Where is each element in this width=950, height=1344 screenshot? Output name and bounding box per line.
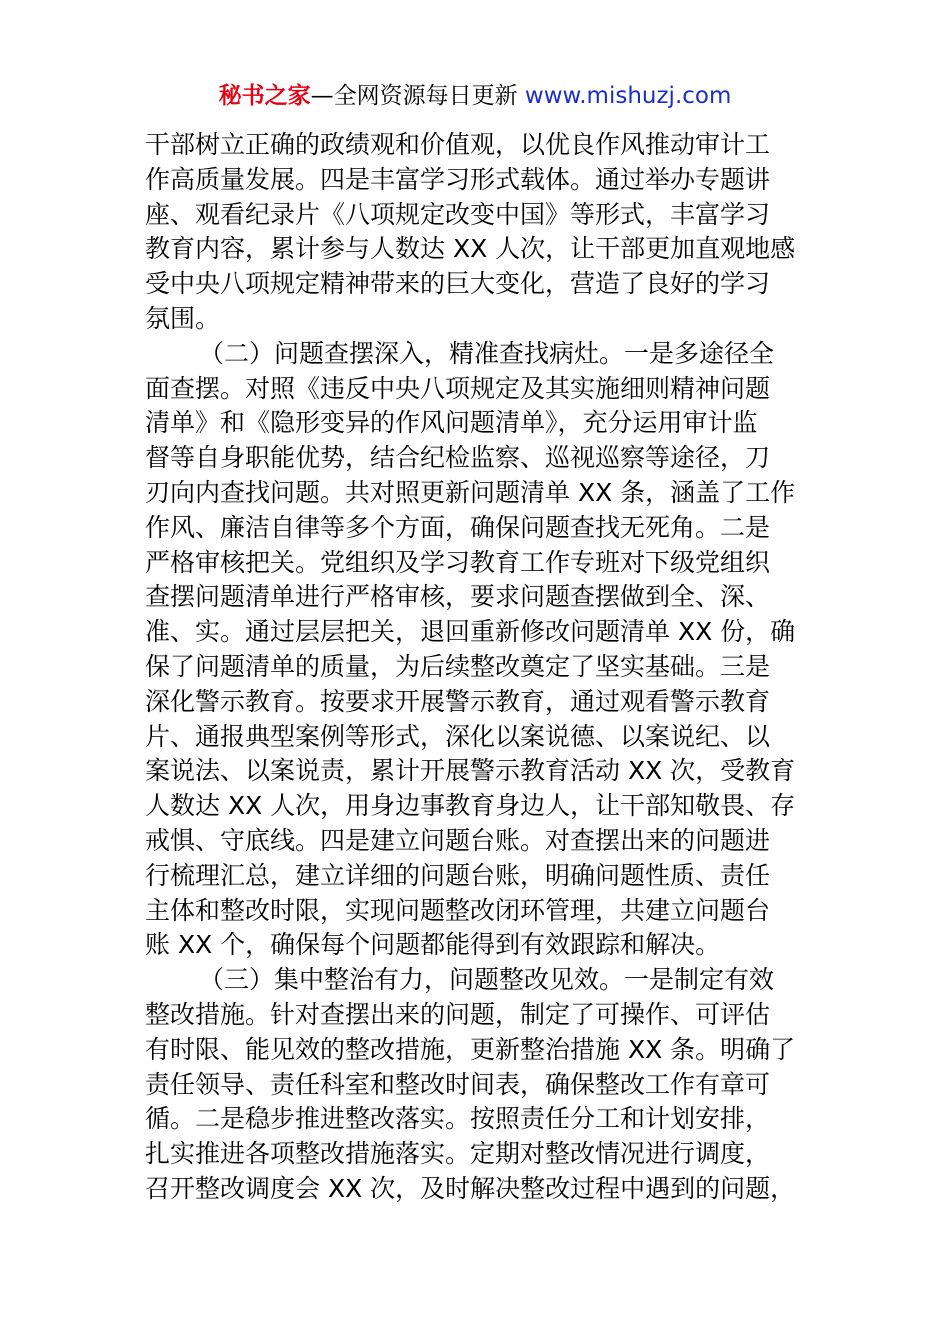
text-line: 保了问题清单的质量，为后续整改奠定了坚实基础。三是 bbox=[145, 651, 771, 681]
text-line: 刃向内查找问题。共对照更新问题清单 XX 条，涵盖了工作 bbox=[145, 477, 796, 507]
text-line: 作高质量发展。四是丰富学习形式载体。通过举办专题讲 bbox=[145, 164, 771, 194]
text-line: 氛围。 bbox=[145, 303, 221, 333]
document-body bbox=[145, 128, 805, 1207]
text-line: 人数达 XX 人次，用身边事教育身边人，让干部知敬畏、存 bbox=[145, 791, 796, 821]
text-line: 受中央八项规定精神带来的巨大变化，营造了良好的学习 bbox=[145, 269, 771, 299]
text-line: 深化警示教育。按要求开展警示教育，通过观看警示教育 bbox=[145, 686, 771, 716]
text-line: 座、观看纪录片《八项规定改变中国》等形式，丰富学习 bbox=[145, 199, 771, 229]
text-line: 干部树立正确的政绩观和价值观，以优良作风推动审计工 bbox=[145, 130, 771, 159]
text-line: 行梳理汇总，建立详细的问题台账，明确问题性质、责任 bbox=[145, 860, 771, 890]
section-heading-line: （三）集中整治有力，问题整改见效。一是制定有效 bbox=[199, 965, 775, 995]
text-line: 作风、廉洁自律等多个方面，确保问题查找无死角。二是 bbox=[145, 512, 771, 542]
text-line: 责任领导、责任科室和整改时间表，确保整改工作有章可 bbox=[145, 1069, 771, 1099]
site-url-link[interactable]: www.mishuzj.com bbox=[524, 83, 732, 109]
text-line: 召开整改调度会 XX 次，及时解决整改过程中遇到的问题， bbox=[145, 1173, 796, 1203]
text-line: 片、通报典型案例等形式，深化以案说德、以案说纪、以 bbox=[145, 721, 771, 751]
page-header bbox=[0, 80, 950, 112]
text-line: 案说法、以案说责，累计开展警示教育活动 XX 次，受教育 bbox=[145, 756, 796, 786]
text-line: 准、实。通过层层把关，退回重新修改问题清单 XX 份，确 bbox=[145, 617, 796, 647]
text-line: 戒惧、守底线。四是建立问题台账。对查摆出来的问题进 bbox=[145, 825, 771, 855]
brand-name: 秘书之家 bbox=[218, 83, 311, 109]
text-line: 清单》和《隐形变异的作风问题清单》，充分运用审计监 bbox=[145, 408, 758, 438]
text-line: 教育内容，累计参与人数达 XX 人次，让干部更加直观地感 bbox=[145, 234, 796, 264]
text-line: 循。二是稳步推进整改落实。按照责任分工和计划安排， bbox=[145, 1104, 771, 1134]
text-line: 严格审核把关。党组织及学习教育工作专班对下级党组织 bbox=[145, 547, 771, 577]
text-line: 有时限、能见效的整改措施，更新整治措施 XX 条。明确了 bbox=[145, 1034, 796, 1064]
text-line: 督等自身职能优势，结合纪检监察、巡视巡察等途径，刀 bbox=[145, 443, 771, 473]
text-line: 扎实推进各项整改措施落实。定期对整改情况进行调度， bbox=[145, 1139, 771, 1169]
text-line: 面查摆。对照《违反中央八项规定及其实施细则精神问题 bbox=[145, 373, 771, 403]
text-line: 整改措施。针对查摆出来的问题，制定了可操作、可评估 bbox=[145, 999, 771, 1029]
text-line: 主体和整改时限，实现问题整改闭环管理，共建立问题台 bbox=[145, 895, 771, 925]
text-line: 账 XX 个，确保每个问题都能得到有效跟踪和解决。 bbox=[145, 930, 721, 960]
text-line: 查摆问题清单进行严格审核，要求问题查摆做到全、深、 bbox=[145, 582, 771, 612]
section-heading-line: （二）问题查摆深入，精准查找病灶。一是多途径全 bbox=[199, 338, 775, 368]
header-tagline: —全网资源每日更新 bbox=[310, 83, 525, 109]
